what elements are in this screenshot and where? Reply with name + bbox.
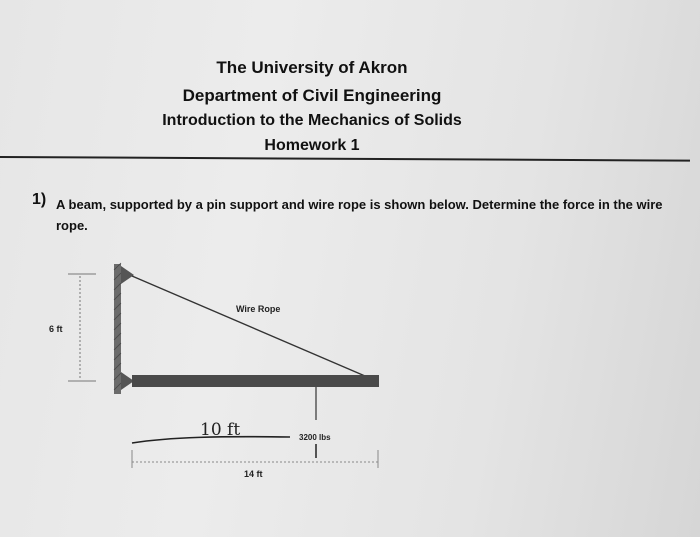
load-label: 3200 lbs bbox=[299, 433, 331, 442]
handwritten-length-label: 10 ft bbox=[200, 420, 241, 440]
beam-length-label: 14 ft bbox=[244, 469, 263, 479]
beam bbox=[132, 375, 379, 387]
department-title: Department of Civil Engineering bbox=[182, 86, 442, 105]
height-label: 6 ft bbox=[49, 324, 63, 334]
university-title: The University of Akron bbox=[216, 58, 408, 77]
top-pin-support bbox=[121, 266, 134, 284]
wire-rope-label: Wire Rope bbox=[236, 304, 281, 314]
wire-rope bbox=[132, 276, 365, 376]
question-number: 1) bbox=[32, 191, 47, 208]
question-text: A beam, supported by a pin support and wire rope is shown below. Determine the force in the wire rope. bbox=[56, 197, 663, 233]
assignment-title: Homework 1 bbox=[264, 137, 360, 154]
course-title: Introduction to the Mechanics of Solids bbox=[162, 112, 462, 129]
